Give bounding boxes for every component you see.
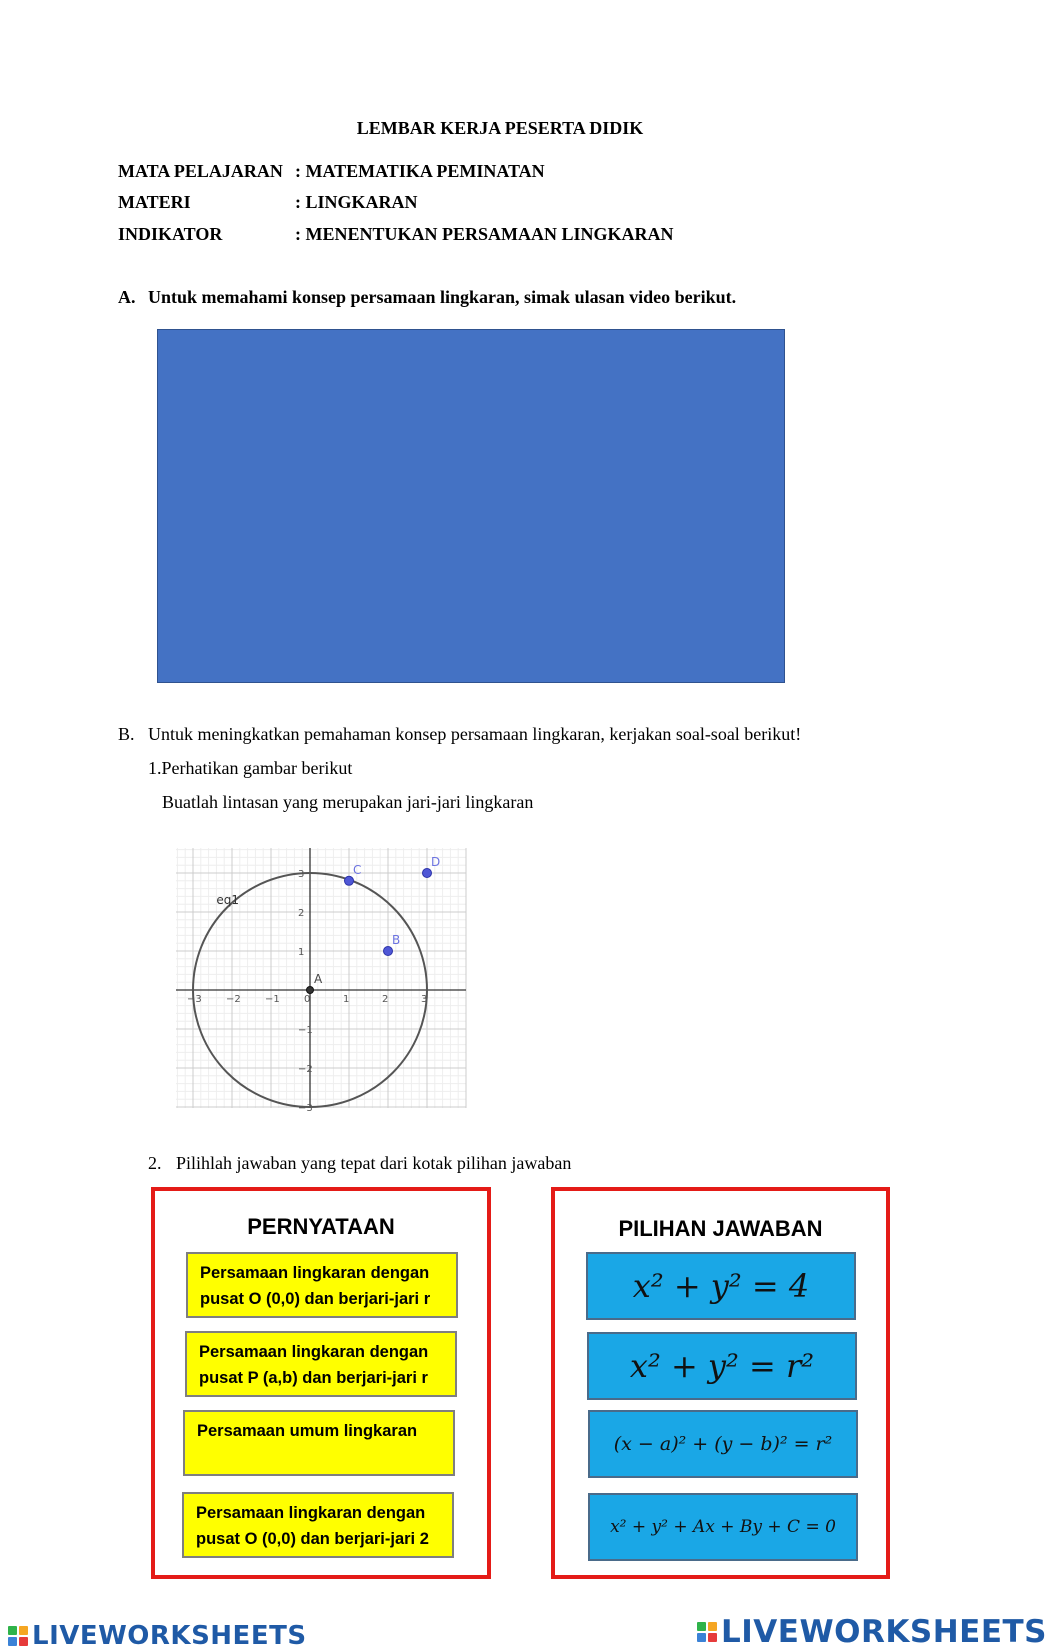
x-tick-label: 2 [382, 994, 389, 1005]
point-label-d: D [431, 855, 441, 869]
y-tick-label: 3 [298, 869, 305, 880]
y-tick-label: −1 [298, 1025, 313, 1036]
y-tick-label: 2 [298, 908, 305, 919]
point-c[interactable] [345, 876, 354, 885]
meta-value-subject: : MATEMATIKA PEMINATAN [295, 161, 545, 181]
question-2-number: 2. [148, 1153, 162, 1173]
graph-points [307, 855, 441, 994]
point-label-b: B [392, 933, 401, 947]
page-title: LEMBAR KERJA PESERTA DIDIK [356, 118, 644, 138]
footer-logo-right[interactable] [697, 1614, 1047, 1650]
point-label-c: C [353, 862, 362, 877]
liveworksheets-logo-icon [8, 1626, 28, 1646]
question-2-text: Pilihlah jawaban yang tepat dari kotak pilihan jawaban [176, 1153, 572, 1173]
statements-heading: PERNYATAAN [247, 1214, 395, 1239]
statement-2[interactable]: Persamaan lingkaran dengan pusat P (a,b) dan berjari-jari r [185, 1331, 457, 1397]
liveworksheets-logo-icon [697, 1622, 717, 1642]
meta-value-indicator: : MENENTUKAN PERSAMAAN LINGKARAN [295, 224, 674, 244]
y-tick-label: 1 [298, 947, 305, 958]
statement-1[interactable]: Persamaan lingkaran dengan pusat O (0,0) dan berjari-jari r [186, 1252, 458, 1318]
section-a-letter: A. [118, 287, 136, 307]
circle-graph[interactable] [176, 848, 466, 1114]
x-tick-label: 0 [304, 994, 311, 1005]
y-tick-label: −3 [298, 1103, 313, 1114]
footer-brand-left: LIVEWORKSHEETS [32, 1621, 307, 1651]
point-d[interactable] [423, 869, 432, 878]
answers-heading: PILIHAN JAWABAN [618, 1216, 823, 1241]
x-tick-label: 1 [343, 994, 350, 1005]
question-1-instruction: Buatlah lintasan yang merupakan jari-jari lingkaran [162, 792, 534, 812]
x-tick-label: −2 [226, 994, 241, 1005]
section-b-letter: B. [118, 724, 135, 744]
meta-label-subject: MATA PELAJARAN [118, 161, 283, 181]
footer-brand-right: LIVEWORKSHEETS [721, 1614, 1047, 1650]
question-1-title: 1.Perhatikan gambar berikut [148, 758, 353, 778]
answer-1[interactable]: x² + y² = 4 [586, 1252, 856, 1320]
x-tick-labels [187, 994, 427, 1005]
meta-value-material: : LINGKARAN [295, 192, 418, 212]
answers-panel [551, 1187, 890, 1579]
footer-logo-left[interactable] [8, 1621, 307, 1651]
point-label-a: A [314, 972, 323, 986]
answer-4[interactable]: x² + y² + Ax + By + C = 0 [588, 1493, 858, 1561]
y-tick-label: −2 [298, 1064, 313, 1075]
point-a[interactable] [307, 987, 314, 994]
x-tick-label: −1 [265, 994, 280, 1005]
curve-label-eq1: eq1 [216, 893, 240, 908]
statements-panel [151, 1187, 491, 1579]
statement-3[interactable]: Persamaan umum lingkaran [183, 1410, 455, 1476]
section-a-text: Untuk memahami konsep persamaan lingkaran, simak ulasan video berikut. [148, 287, 737, 307]
statement-4[interactable]: Persamaan lingkaran dengan pusat O (0,0) dan berjari-jari 2 [182, 1492, 454, 1558]
x-tick-label: −3 [187, 994, 202, 1005]
point-b[interactable] [384, 947, 393, 956]
x-tick-label: 3 [421, 994, 428, 1005]
answer-2[interactable]: x² + y² = r² [587, 1332, 857, 1400]
meta-label-material: MATERI [118, 192, 191, 212]
meta-label-indicator: INDIKATOR [118, 224, 223, 244]
section-b-text: Untuk meningkatkan pemahaman konsep persamaan lingkaran, kerjakan soal-soal berikut! [148, 724, 802, 744]
video-player[interactable] [157, 329, 785, 683]
answer-3[interactable]: (x − a)² + (y − b)² = r² [588, 1410, 858, 1478]
